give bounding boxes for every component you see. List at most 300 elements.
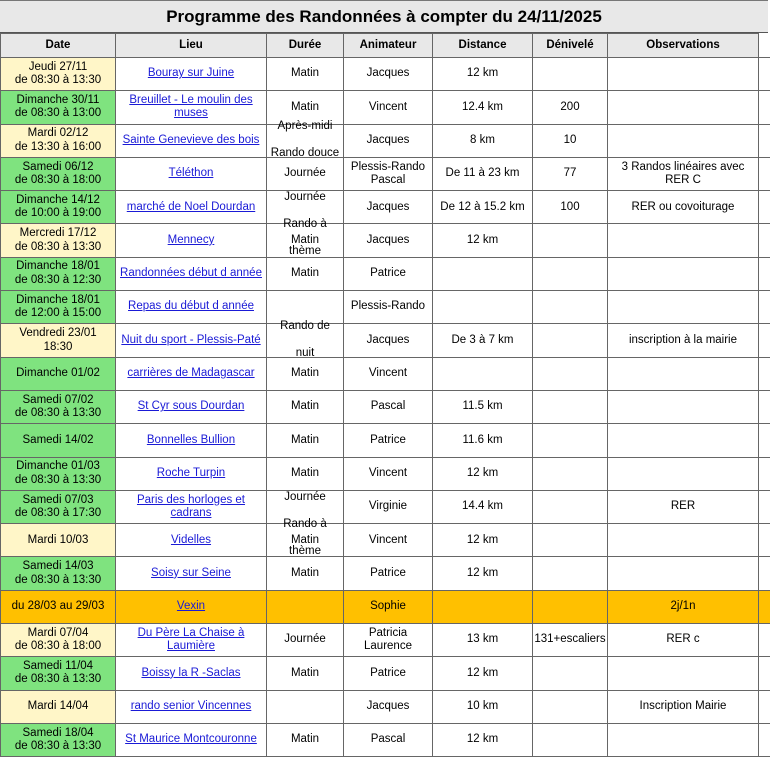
observations-cell	[608, 390, 759, 423]
denivele-cell	[533, 524, 608, 557]
date-line: de 08:30 à 17:30	[14, 507, 102, 519]
table-row	[1, 58, 770, 91]
extra-cell	[759, 257, 770, 290]
duree-line: Matin	[290, 67, 320, 80]
date-line: de 08:30 à 18:00	[14, 174, 102, 187]
table-row	[1, 324, 770, 357]
date-cell	[1, 157, 116, 190]
extra-cell	[759, 524, 770, 557]
page-title: Programme des Randonnées à compter du 24/11/2025	[166, 6, 602, 26]
denivele-cell	[533, 457, 608, 490]
date-line: Mercredi 17/12	[19, 227, 97, 240]
lieu-line: Bouray sur Juine	[147, 67, 235, 80]
date-cell	[1, 124, 116, 157]
duree-cell	[267, 723, 344, 756]
duree-cell	[267, 557, 344, 590]
animateur-cell	[344, 357, 433, 390]
duree-line: Matin	[290, 733, 320, 746]
animateur-cell	[344, 324, 433, 357]
duree-cell	[267, 58, 344, 91]
animateur-cell	[344, 690, 433, 723]
animateur-cell	[344, 124, 433, 157]
observations-cell	[608, 324, 759, 357]
animateur-line: Patrice	[370, 666, 406, 679]
observations-cell	[608, 657, 759, 690]
lieu-link[interactable]	[137, 494, 245, 520]
lieu-link[interactable]	[169, 167, 214, 179]
lieu-line: Roche Turpin	[156, 466, 226, 479]
header-observations: Observations	[608, 34, 759, 58]
animateur-cell	[344, 490, 433, 523]
date-line: Samedi 06/12	[22, 160, 94, 173]
lieu-link[interactable]	[171, 534, 211, 546]
lieu-link[interactable]	[120, 267, 262, 279]
lieu-line: Breuillet - Le moulin des	[129, 93, 253, 106]
lieu-link[interactable]	[141, 667, 240, 679]
header-row	[1, 34, 770, 58]
table-row	[1, 157, 770, 190]
animateur-cell	[344, 457, 433, 490]
header-duree: Durée	[267, 34, 344, 58]
table-row	[1, 723, 770, 756]
denivele-cell: 200	[533, 91, 608, 124]
date-line: de 08:30 à 18:00	[14, 640, 102, 653]
lieu-cell	[116, 390, 267, 423]
animateur-cell	[344, 590, 433, 623]
lieu-cell	[116, 557, 267, 590]
observations-cell	[608, 524, 759, 557]
table-row	[1, 390, 770, 423]
duree-cell	[267, 690, 344, 723]
duree-cell	[267, 590, 344, 623]
duree-cell	[267, 657, 344, 690]
duree-line: Matin	[290, 566, 320, 579]
distance-cell: De 3 à 7 km	[433, 324, 533, 357]
header-extra	[759, 34, 770, 58]
distance-cell: 11.5 km	[433, 390, 533, 423]
lieu-link[interactable]	[125, 733, 257, 745]
date-cell	[1, 424, 116, 457]
denivele-cell: 100	[533, 191, 608, 224]
lieu-cell	[116, 490, 267, 523]
lieu-cell	[116, 690, 267, 723]
date-line: Samedi 14/02	[22, 433, 94, 446]
duree-line: Matin	[290, 466, 320, 479]
extra-cell	[759, 424, 770, 457]
table-row	[1, 91, 770, 124]
animateur-cell	[344, 390, 433, 423]
denivele-cell	[533, 58, 608, 91]
date-line: Mardi 07/04	[27, 626, 89, 639]
date-cell	[1, 690, 116, 723]
distance-cell: 12 km	[433, 58, 533, 91]
lieu-line: Videlles	[170, 533, 212, 546]
extra-cell	[759, 457, 770, 490]
observations-cell	[608, 157, 759, 190]
animateur-line: Jacques	[366, 133, 410, 146]
lieu-cell	[116, 124, 267, 157]
animateur-cell	[344, 624, 433, 657]
duree-cell	[267, 257, 344, 290]
lieu-cell	[116, 224, 267, 257]
lieu-line: Du Père La Chaise à	[137, 626, 245, 639]
date-line: de 13:30 à 16:00	[14, 140, 102, 153]
extra-cell	[759, 224, 770, 257]
lieu-link[interactable]	[157, 467, 225, 479]
date-line: Samedi 07/02	[22, 393, 94, 406]
lieu-line: Laumière	[167, 640, 215, 653]
lieu-cell	[116, 424, 267, 457]
distance-cell: 10 km	[433, 690, 533, 723]
observations-cell	[608, 723, 759, 756]
date-line: Samedi 07/03	[22, 493, 94, 506]
lieu-line: Vexin	[176, 600, 206, 613]
date-line: Dimanche 01/02	[16, 367, 100, 380]
duree-line: Matin	[290, 666, 320, 679]
observations-cell	[608, 357, 759, 390]
table-row	[1, 124, 770, 157]
date-cell	[1, 324, 116, 357]
extra-cell	[759, 191, 770, 224]
lieu-link[interactable]	[127, 367, 254, 379]
observations-cell	[608, 624, 759, 657]
lieu-line: St Maurice Montcouronne	[125, 733, 257, 746]
denivele-cell	[533, 291, 608, 324]
extra-cell	[759, 590, 770, 623]
duree-line: Matin	[290, 533, 320, 546]
animateur-line: Plessis-Rando	[350, 300, 426, 313]
table-row	[1, 291, 770, 324]
observations-cell	[608, 91, 759, 124]
lieu-cell	[116, 191, 267, 224]
date-line: Vendredi 23/01	[19, 327, 97, 340]
denivele-cell: 10	[533, 124, 608, 157]
duree-cell	[267, 120, 344, 160]
date-cell	[1, 490, 116, 523]
date-line: Dimanche 18/01	[16, 260, 100, 273]
lieu-cell	[116, 457, 267, 490]
table-row	[1, 524, 770, 557]
observations-cell	[608, 58, 759, 91]
animateur-cell	[344, 257, 433, 290]
denivele-cell	[533, 224, 608, 257]
header-distance: Distance	[433, 34, 533, 58]
date-line: Dimanche 01/03	[16, 460, 100, 473]
date-line: de 08:30 à 13:30	[14, 473, 102, 486]
date-cell	[1, 191, 116, 224]
duree-line: Journée	[284, 191, 326, 204]
extra-cell	[759, 624, 770, 657]
extra-cell	[759, 390, 770, 423]
table-row	[1, 191, 770, 224]
duree-line: Rando à	[283, 218, 327, 231]
distance-cell: 12 km	[433, 524, 533, 557]
observations-cell	[608, 424, 759, 457]
distance-cell	[433, 291, 533, 324]
table-row	[1, 424, 770, 457]
date-cell	[1, 524, 116, 557]
header-date: Date	[1, 34, 116, 58]
date-line: Mardi 10/03	[27, 533, 89, 546]
distance-cell: 11.6 km	[433, 424, 533, 457]
duree-line: Matin	[290, 400, 320, 413]
animateur-line: Virginie	[368, 500, 408, 513]
animateur-cell	[344, 157, 433, 190]
animateur-line: Vincent	[368, 100, 408, 113]
animateur-line: Patrice	[370, 433, 406, 446]
extra-cell	[759, 124, 770, 157]
table-row	[1, 357, 770, 390]
table-row	[1, 490, 770, 523]
duree-line: Après-midi	[277, 120, 333, 133]
lieu-link[interactable]	[131, 700, 252, 712]
animateur-line: Jacques	[366, 200, 410, 213]
duree-cell	[267, 624, 344, 657]
header-lieu: Lieu	[116, 34, 267, 58]
date-line: du 28/03 au 29/03	[11, 600, 105, 613]
title-row	[0, 0, 768, 33]
date-cell	[1, 291, 116, 324]
denivele-cell	[533, 690, 608, 723]
duree-line: Rando de	[280, 320, 330, 333]
duree-line: Rando douce	[270, 147, 340, 160]
extra-cell	[759, 657, 770, 690]
lieu-link[interactable]	[129, 94, 252, 120]
table-row	[1, 590, 770, 623]
observations-cell	[608, 690, 759, 723]
lieu-cell	[116, 624, 267, 657]
observations-line: RER C	[665, 174, 701, 187]
date-line: Mardi 14/04	[27, 700, 89, 713]
date-cell	[1, 723, 116, 756]
lieu-link[interactable]	[128, 300, 254, 312]
date-cell	[1, 557, 116, 590]
animateur-cell	[344, 723, 433, 756]
animateur-line: Pascal	[370, 733, 406, 746]
table-row	[1, 657, 770, 690]
lieu-line: Téléthon	[168, 167, 214, 180]
distance-cell	[433, 590, 533, 623]
animateur-line: Vincent	[368, 466, 408, 479]
duree-line: thème	[289, 245, 321, 258]
distance-cell: 13 km	[433, 624, 533, 657]
animateur-line: Patrice	[370, 267, 406, 280]
distance-cell: 12 km	[433, 723, 533, 756]
date-cell	[1, 624, 116, 657]
date-line: de 08:30 à 13:30	[14, 74, 102, 87]
lieu-line: carrières de Madagascar	[127, 367, 255, 380]
observations-line: inscription à la mairie	[628, 333, 737, 346]
lieu-link[interactable]	[127, 201, 256, 213]
date-cell	[1, 390, 116, 423]
lieu-cell	[116, 324, 267, 357]
lieu-line: muses	[174, 107, 208, 120]
lieu-cell	[116, 357, 267, 390]
observations-line: RER ou covoiturage	[631, 200, 735, 213]
duree-cell	[267, 157, 344, 190]
denivele-cell	[533, 357, 608, 390]
lieu-cell	[116, 157, 267, 190]
animateur-line: Patrice	[370, 566, 406, 579]
lieu-line: Randonnées début d année	[120, 267, 262, 280]
extra-cell	[759, 58, 770, 91]
lieu-cell	[116, 524, 267, 557]
denivele-cell	[533, 390, 608, 423]
denivele-cell	[533, 424, 608, 457]
observations-line: 2j/1n	[670, 600, 696, 613]
denivele-cell	[533, 723, 608, 756]
duree-cell	[267, 291, 344, 324]
animateur-cell	[344, 58, 433, 91]
date-cell	[1, 58, 116, 91]
observations-cell	[608, 590, 759, 623]
extra-cell	[759, 357, 770, 390]
duree-line: Matin	[290, 433, 320, 446]
animateur-line: Laurence	[364, 640, 412, 653]
animateur-line: Vincent	[368, 367, 408, 380]
lieu-line: Boissy la R -Saclas	[141, 666, 241, 679]
duree-line: Matin	[290, 267, 320, 280]
distance-cell: 12 km	[433, 224, 533, 257]
lieu-cell	[116, 58, 267, 91]
schedule-table	[0, 33, 770, 757]
lieu-line: marché de Noel Dourdan	[126, 200, 256, 213]
date-line: de 12:00 à 15:00	[14, 307, 102, 320]
duree-line: Rando à	[283, 518, 327, 530]
animateur-cell	[344, 424, 433, 457]
extra-cell	[759, 490, 770, 523]
animateur-cell	[344, 191, 433, 224]
extra-cell	[759, 157, 770, 190]
animateur-line: Jacques	[366, 333, 410, 346]
lieu-link[interactable]	[123, 134, 260, 146]
animateur-line: Jacques	[366, 233, 410, 246]
extra-cell	[759, 690, 770, 723]
lieu-line: Paris des horloges et	[136, 493, 246, 506]
animateur-cell	[344, 524, 433, 557]
date-line: Dimanche 30/11	[16, 93, 100, 106]
observations-line: RER	[670, 500, 696, 513]
lieu-line: Mennecy	[167, 233, 215, 246]
date-line: Jeudi 27/11	[28, 60, 88, 73]
duree-line: Matin	[290, 367, 320, 380]
lieu-line: Sainte Genevieve des bois	[122, 133, 260, 146]
date-line: de 08:30 à 13:30	[14, 740, 102, 753]
date-line: de 10:00 à 19:00	[14, 207, 102, 220]
observations-cell	[608, 124, 759, 157]
animateur-line: Patricia	[368, 626, 408, 639]
denivele-cell: 131+escaliers	[533, 624, 608, 657]
animateur-cell	[344, 291, 433, 324]
duree-line: Journée	[284, 491, 326, 503]
observations-cell	[608, 224, 759, 257]
lieu-cell	[116, 590, 267, 623]
lieu-cell	[116, 91, 267, 124]
lieu-cell	[116, 257, 267, 290]
animateur-line: Jacques	[366, 67, 410, 80]
observations-line: Inscription Mairie	[639, 700, 727, 713]
distance-cell: 12 km	[433, 557, 533, 590]
header-denivele: Dénivelé	[533, 34, 608, 58]
observations-cell	[608, 457, 759, 490]
date-cell	[1, 257, 116, 290]
observations-cell	[608, 557, 759, 590]
distance-cell: 12 km	[433, 457, 533, 490]
date-cell	[1, 590, 116, 623]
duree-line: Matin	[290, 233, 320, 246]
lieu-link[interactable]	[151, 567, 231, 579]
duree-line: Matin	[290, 100, 320, 113]
duree-cell	[267, 390, 344, 423]
table-row	[1, 457, 770, 490]
table-row	[1, 224, 770, 257]
duree-line: nuit	[295, 347, 315, 360]
distance-cell: 12.4 km	[433, 91, 533, 124]
date-line: de 08:30 à 13:30	[14, 240, 102, 253]
lieu-link[interactable]	[168, 234, 215, 246]
date-line: Dimanche 14/12	[16, 193, 100, 206]
duree-cell	[267, 320, 344, 360]
lieu-line: Soisy sur Seine	[151, 566, 231, 579]
duree-cell	[267, 91, 344, 124]
lieu-link[interactable]	[148, 67, 234, 79]
animateur-line: Plessis-Rando	[350, 160, 426, 173]
extra-cell	[759, 291, 770, 324]
distance-cell: 8 km	[433, 124, 533, 157]
lieu-link[interactable]	[121, 334, 260, 346]
date-cell	[1, 357, 116, 390]
date-line: de 08:30 à 13:30	[14, 673, 102, 686]
duree-cell	[267, 424, 344, 457]
date-line: Samedi 14/03	[22, 560, 94, 573]
date-cell	[1, 457, 116, 490]
date-line: de 08:30 à 13:00	[14, 107, 102, 120]
distance-cell: De 12 à 15.2 km	[433, 191, 533, 224]
observations-line: RER c	[666, 633, 700, 646]
observations-cell	[608, 191, 759, 224]
distance-cell: 14.4 km	[433, 490, 533, 523]
denivele-cell	[533, 324, 608, 357]
denivele-cell	[533, 657, 608, 690]
distance-cell	[433, 357, 533, 390]
lieu-cell	[116, 723, 267, 756]
lieu-link[interactable]	[138, 627, 245, 653]
date-line: Samedi 18/04	[22, 726, 94, 739]
duree-line: Journée	[284, 633, 326, 646]
lieu-link[interactable]	[177, 600, 205, 612]
duree-cell	[267, 457, 344, 490]
table-row	[1, 557, 770, 590]
date-line: Dimanche 18/01	[16, 293, 100, 306]
distance-cell: De 11 à 23 km	[433, 157, 533, 190]
table-row	[1, 690, 770, 723]
denivele-cell	[533, 557, 608, 590]
extra-cell	[759, 557, 770, 590]
date-line: Mardi 02/12	[27, 127, 89, 140]
animateur-cell	[344, 557, 433, 590]
date-line: 18:30	[43, 340, 73, 353]
lieu-line: rando senior Vincennes	[130, 700, 252, 713]
denivele-cell	[533, 490, 608, 523]
lieu-cell	[116, 657, 267, 690]
extra-cell	[759, 91, 770, 124]
duree-cell	[267, 357, 344, 390]
lieu-line: Repas du début d année	[128, 300, 254, 313]
lieu-link[interactable]	[138, 400, 245, 412]
lieu-line: Nuit du sport - Plessis-Paté	[121, 333, 261, 346]
lieu-link[interactable]	[147, 434, 235, 446]
animateur-line: Vincent	[368, 533, 408, 546]
